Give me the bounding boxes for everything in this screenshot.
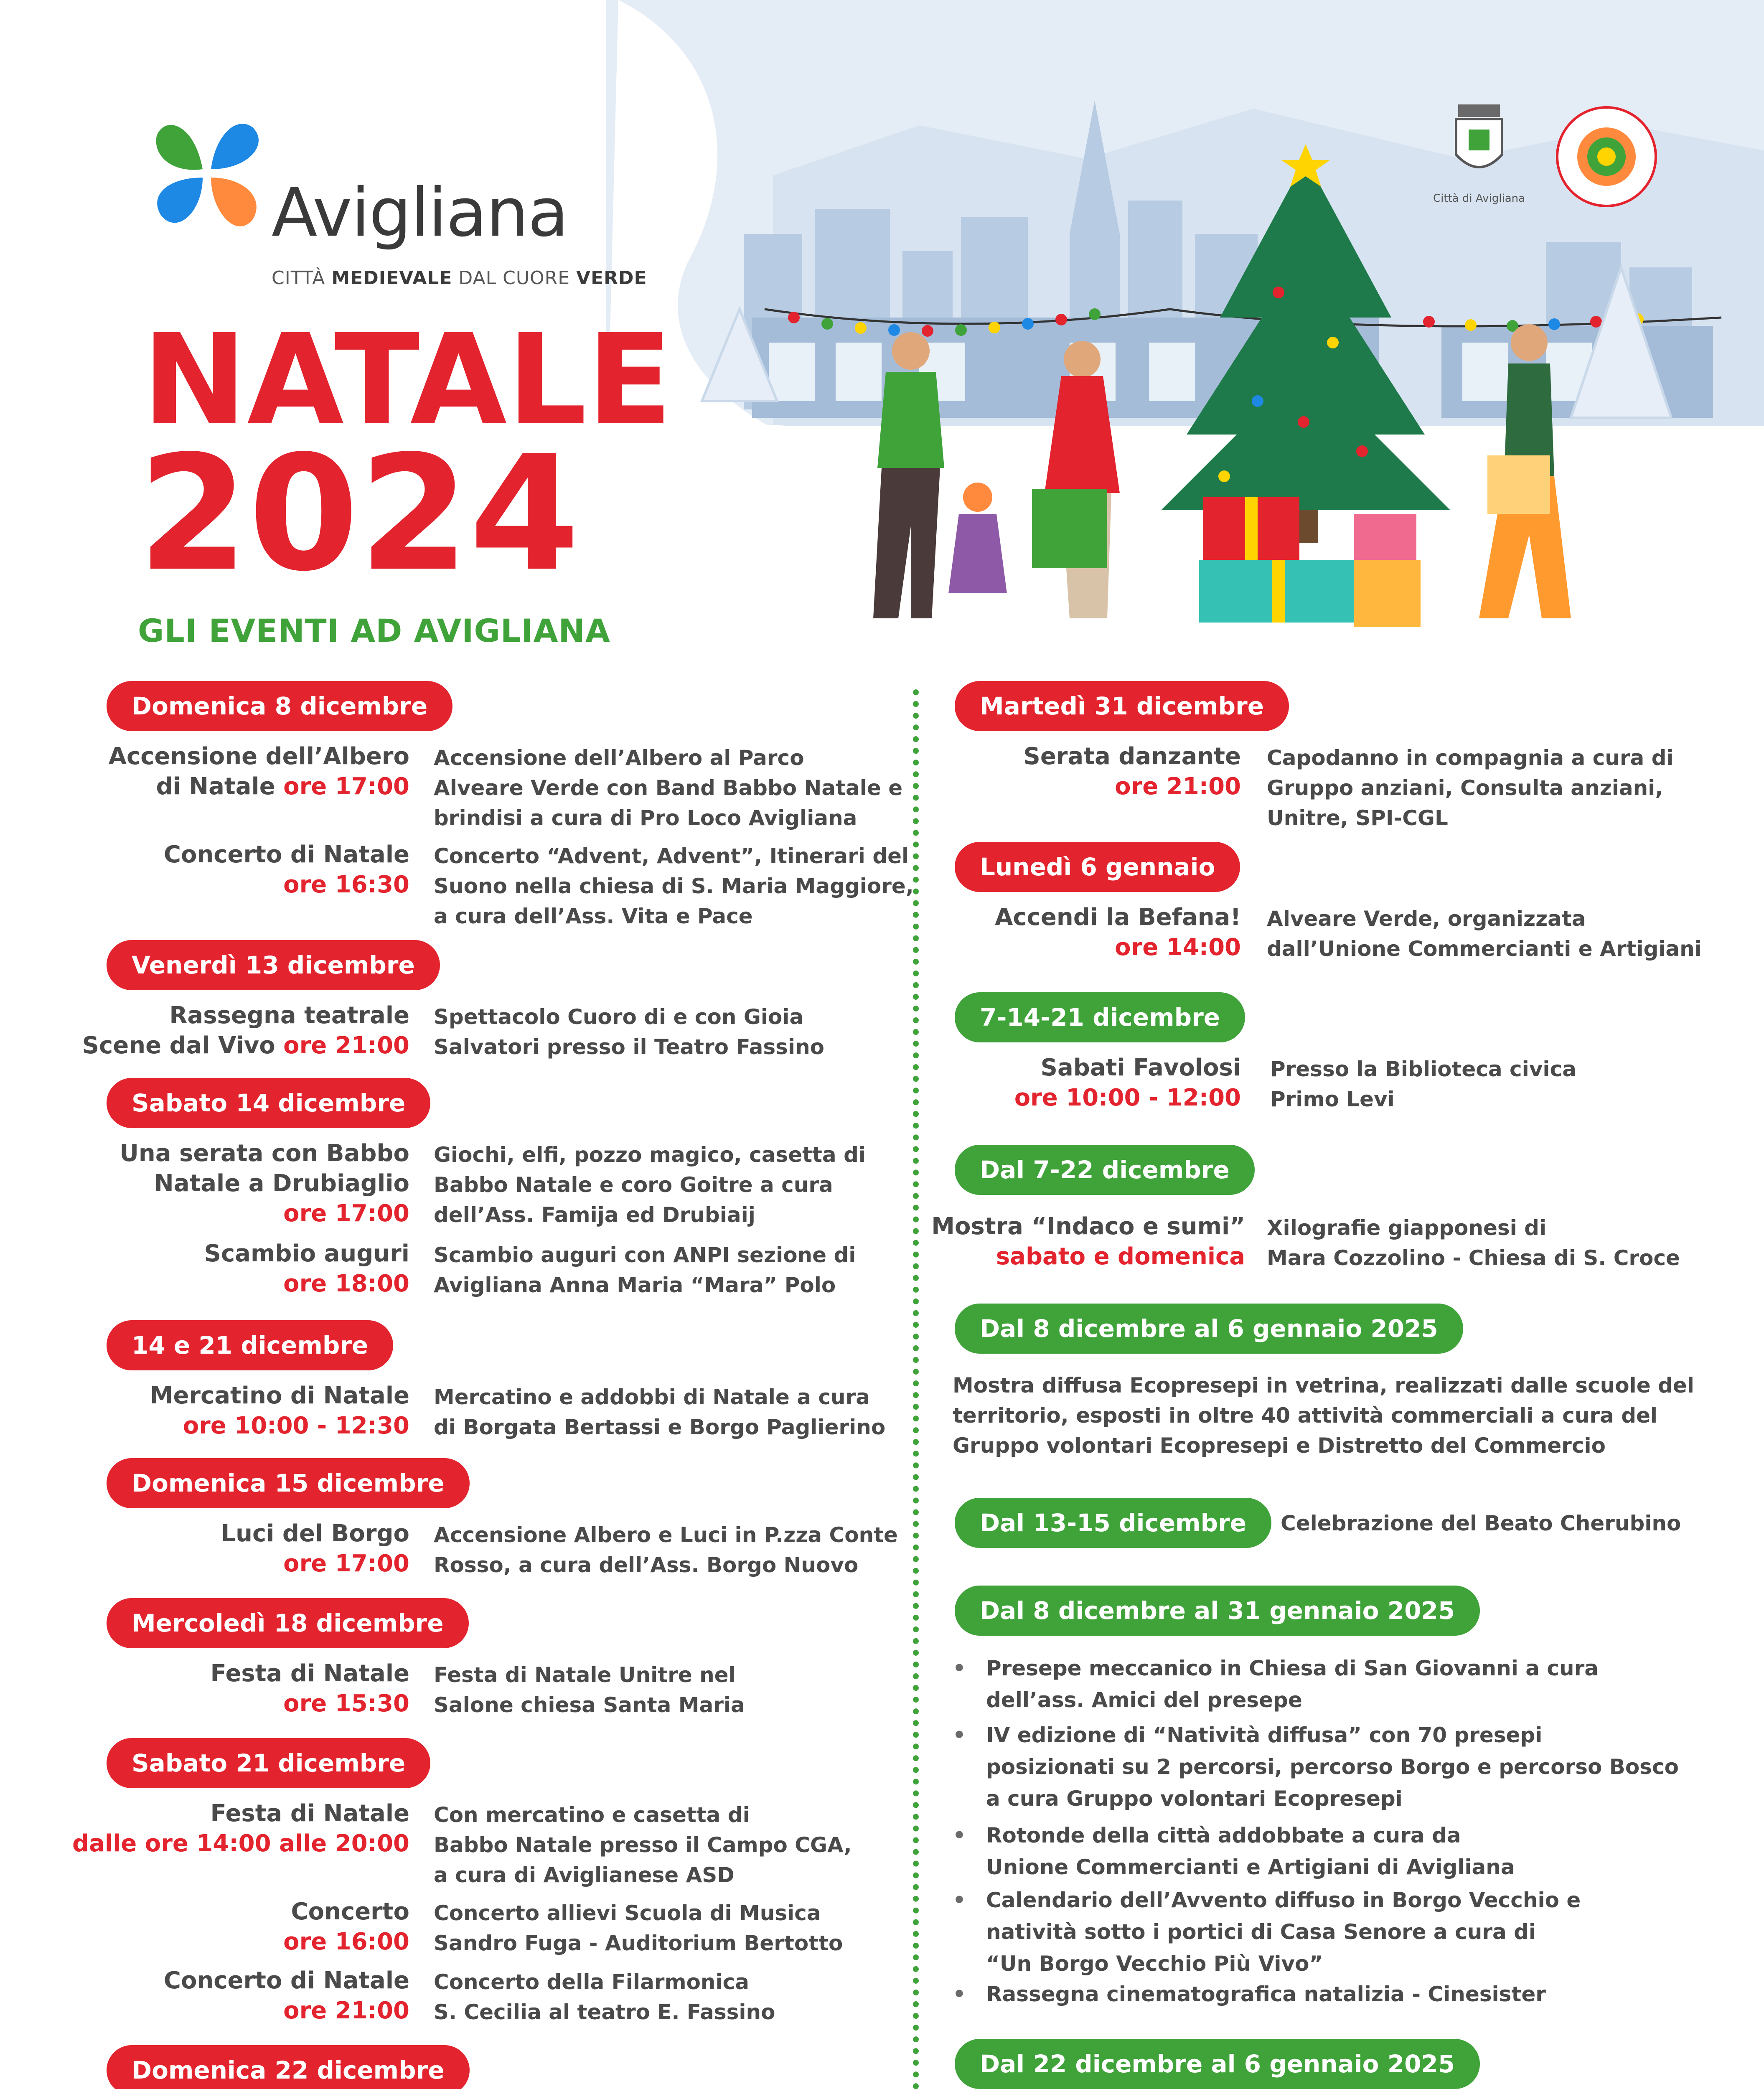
event-desc: Accensione Albero e Luci in P.zza Conte Rosso, a cura dell’Ass. Borgo Nuovo bbox=[434, 1523, 898, 1577]
event-desc: Accensione dell’Albero al Parco Alveare Verde con Band Babbo Natale e brindisi a cura di Pro Loco Avigliana bbox=[434, 746, 903, 830]
date-pill: 14 e 21 dicembre bbox=[107, 1320, 393, 1370]
date-pill: Dal 8 dicembre al 31 gennaio 2025 bbox=[955, 1586, 1480, 1636]
event-name: Mercatino di Natale ore 10:00 - 12:30 bbox=[150, 1382, 409, 1439]
event-name: Accendi la Befana! ore 14:00 bbox=[995, 904, 1241, 961]
list-item: • Calendario dell’Avvento diffuso in Borgo Vecchio e natività sotto i portici di Casa Senore a cura di “Un Borgo Vecchio Più Vivo” bbox=[953, 1888, 1581, 1976]
event-name: Concerto ore 16:00 bbox=[283, 1898, 409, 1955]
city-crest-icon bbox=[1446, 100, 1512, 184]
event-name: Serata danzante ore 21:00 bbox=[1023, 743, 1241, 800]
title-natale: NATALE bbox=[142, 307, 673, 453]
event-name: Sabati Favolosi ore 10:00 - 12:00 bbox=[1014, 1054, 1241, 1111]
district-badge-icon bbox=[1554, 104, 1659, 209]
date-pill: Mercoledì 18 dicembre bbox=[107, 1598, 469, 1648]
list-item: • Rassegna cinematografica natalizia - Cinesister bbox=[953, 1982, 1546, 2006]
column-divider bbox=[913, 689, 919, 2089]
date-pill: Dal 8 dicembre al 6 gennaio 2025 bbox=[955, 1304, 1463, 1354]
event-desc: Mercatino e addobbi di Natale a cura di Borgata Bertassi e Borgo Paglierino bbox=[434, 1385, 886, 1439]
event-name: Luci del Borgo ore 17:00 bbox=[221, 1520, 409, 1577]
event-desc: Presso la Biblioteca civica Primo Levi bbox=[1270, 1057, 1576, 1111]
event-desc: Concerto allievi Scuola di Musica Sandro Fuga - Auditorium Bertotto bbox=[434, 1901, 843, 1955]
date-pill: Sabato 21 dicembre bbox=[107, 1738, 430, 1788]
event-name: Festa di Natale dalle ore 14:00 alle 20:00 bbox=[72, 1800, 409, 1857]
date-pill: Lunedì 6 gennaio bbox=[955, 842, 1240, 892]
event-desc: Celebrazione del Beato Cherubino bbox=[1281, 1511, 1681, 1535]
date-pill: Domenica 22 dicembre bbox=[107, 2045, 470, 2089]
event-name: Accensione dell’Albero di Natale ore 17:00 bbox=[108, 743, 409, 800]
date-pill: Martedì 31 dicembre bbox=[955, 681, 1289, 731]
event-name: Una serata con Babbo Natale a Drubiaglio ore 17:00 bbox=[119, 1140, 409, 1227]
event-desc: Con mercatino e casetta di Babbo Natale presso il Campo CGA, a cura di Aviglianese ASD bbox=[434, 1803, 852, 1887]
event-desc: Mostra diffusa Ecopresepi in vetrina, realizzati dalle scuole del territorio, esposti in oltre 40 attività commerciali a cura del Gruppo volontari Ecopresepi e Distretto del Commercio bbox=[953, 1373, 1694, 1458]
event-desc: Xilografie giapponesi di Mara Cozzolino - Chiesa di S. Croce bbox=[1267, 1216, 1680, 1270]
event-desc: Scambio auguri con ANPI sezione di Avigliana Anna Maria “Mara” Polo bbox=[434, 1243, 856, 1297]
event-name: Mostra “Indaco e sumi” sabato e domenica bbox=[931, 1213, 1245, 1270]
list-item: • IV edizione di “Natività diffusa” con 70 presepi posizionati su 2 percorsi, percorso Borgo e percorso Bosco a cura Gruppo volontari Ecopresepi bbox=[953, 1723, 1679, 1811]
list-item: • Presepe meccanico in Chiesa di San Giovanni a cura dell’ass. Amici del presepe bbox=[953, 1656, 1599, 1712]
crest-caption: Città di Avigliana bbox=[1433, 192, 1525, 205]
date-pill: Domenica 15 dicembre bbox=[107, 1458, 470, 1508]
event-name: Scambio auguri ore 18:00 bbox=[204, 1240, 409, 1297]
logo-tagline: CITTÀ MEDIEVALE DAL CUORE VERDE bbox=[272, 267, 647, 289]
date-pill: Dal 7-22 dicembre bbox=[955, 1145, 1255, 1195]
event-name: Concerto di Natale ore 21:00 bbox=[163, 1967, 409, 2024]
date-pill: Dal 22 dicembre al 6 gennaio 2025 bbox=[955, 2039, 1480, 2089]
subtitle: GLI EVENTI AD AVIGLIANA bbox=[138, 612, 610, 649]
event-name: Concerto di Natale ore 16:30 bbox=[163, 841, 409, 898]
logo-text: Avigliana bbox=[272, 173, 568, 252]
event-desc: Giochi, elfi, pozzo magico, casetta di Babbo Natale e coro Goitre a cura dell’Ass. Famija ed Drubiaij bbox=[434, 1143, 866, 1227]
event-desc: Spettacolo Cuoro di e con Gioia Salvatori presso il Teatro Fassino bbox=[434, 1005, 825, 1059]
date-pill: Domenica 8 dicembre bbox=[107, 681, 452, 731]
event-desc: Concerto “Advent, Advent”, Itinerari del Suono nella chiesa di S. Maria Maggiore, a cura dell’Ass. Vita e Pace bbox=[434, 844, 914, 928]
title-year: 2024 bbox=[138, 421, 580, 606]
event-desc: Festa di Natale Unitre nel Salone chiesa Santa Maria bbox=[434, 1663, 745, 1717]
date-pill: Dal 13-15 dicembre bbox=[955, 1498, 1271, 1548]
date-pill: 7-14-21 dicembre bbox=[955, 992, 1245, 1042]
date-pill: Sabato 14 dicembre bbox=[107, 1078, 430, 1128]
event-desc: Alveare Verde, organizzata dall’Unione Commercianti e Artigiani bbox=[1267, 907, 1702, 961]
event-name: Festa di Natale ore 15:30 bbox=[210, 1660, 409, 1717]
event-name: Rassegna teatrale Scene dal Vivo ore 21:00 bbox=[82, 1002, 409, 1059]
clover-logo-icon bbox=[144, 107, 269, 244]
date-pill: Venerdì 13 dicembre bbox=[107, 940, 440, 990]
event-desc: Concerto della Filarmonica S. Cecilia al teatro E. Fassino bbox=[434, 1970, 775, 2024]
list-item: • Rotonde della città addobbate a cura da Unione Commercianti e Artigiani di Avigliana bbox=[953, 1823, 1515, 1879]
event-desc: Capodanno in compagnia a cura di Gruppo anziani, Consulta anziani, Unitre, SPI-CGL bbox=[1267, 746, 1674, 830]
